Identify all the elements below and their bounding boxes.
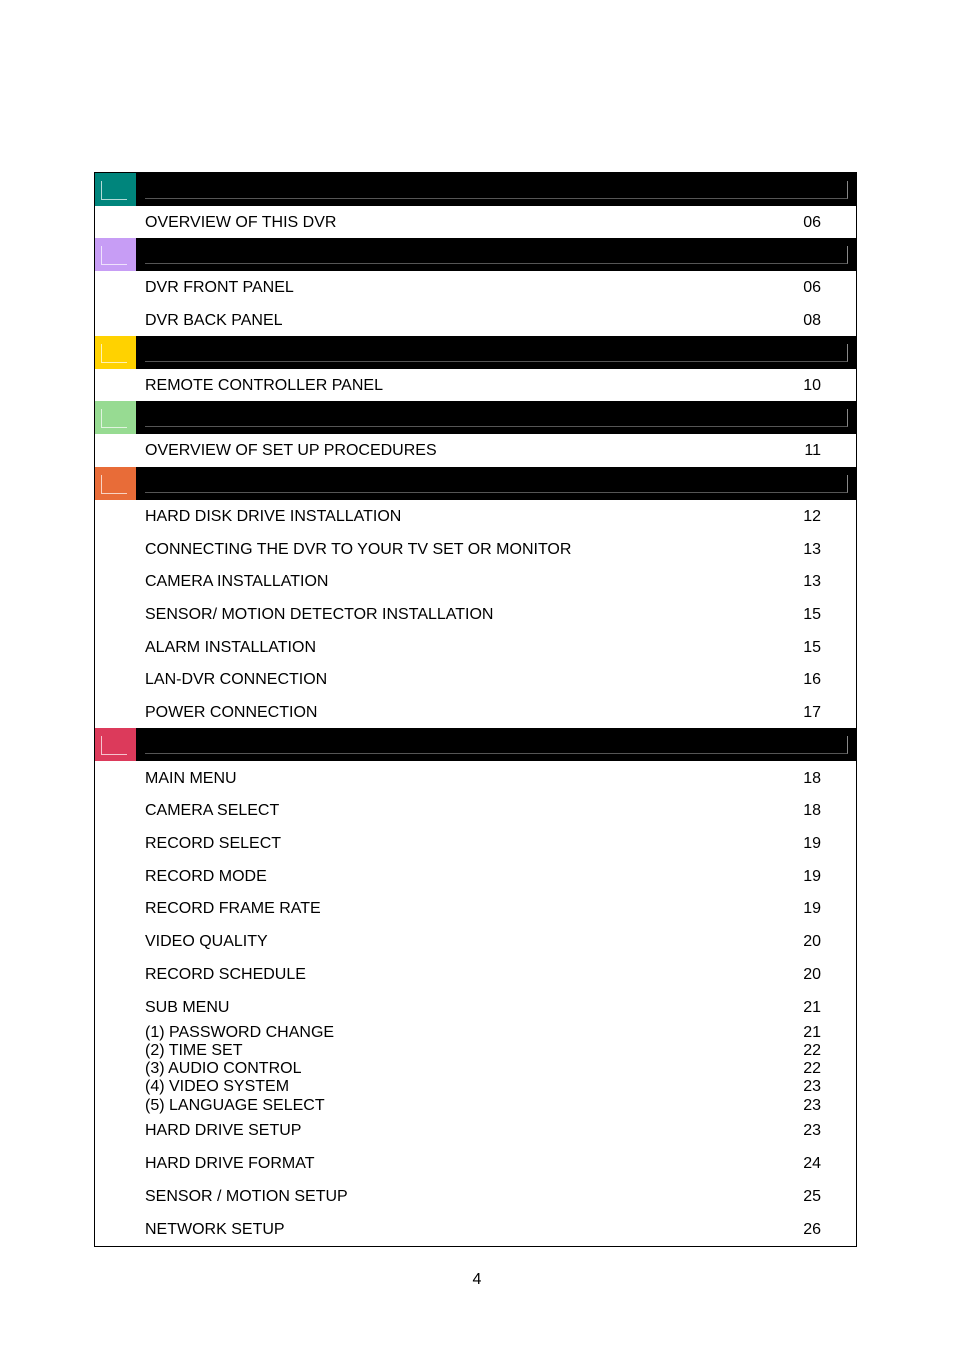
- section-band-3: [95, 336, 856, 369]
- section-color-swatch: [95, 728, 136, 761]
- toc-entry-page: 24: [803, 1155, 821, 1172]
- page-number: 4: [472, 1271, 482, 1288]
- toc-entry-page: 19: [803, 868, 821, 885]
- toc-entry-page: 16: [803, 671, 821, 688]
- toc-entry-title: SENSOR / MOTION SETUP: [145, 1188, 348, 1205]
- toc-entry-title: DVR BACK PANEL: [145, 312, 283, 329]
- section-band-6: [95, 728, 856, 761]
- toc-entry-page: 17: [803, 704, 821, 721]
- toc-entry-title: (5) LANGUAGE SELECT: [145, 1097, 325, 1114]
- toc-entry-page: 18: [803, 770, 821, 787]
- toc-entry-page: 15: [803, 639, 821, 656]
- toc-entry-title: RECORD MODE: [145, 868, 267, 885]
- section-band-4: [95, 401, 856, 434]
- section-rule: [145, 344, 848, 362]
- toc-entry-page: 23: [803, 1122, 821, 1139]
- toc-entry-page: 19: [803, 900, 821, 917]
- toc-entry-title: CAMERA INSTALLATION: [145, 573, 329, 590]
- section-color-swatch: [95, 401, 136, 434]
- section-band-2: [95, 238, 856, 271]
- toc-entry-title: CAMERA SELECT: [145, 802, 280, 819]
- toc-entry-page: 25: [803, 1188, 821, 1205]
- toc-entry-title: (1) PASSWORD CHANGE: [145, 1024, 335, 1041]
- toc-entry-title: SENSOR/ MOTION DETECTOR INSTALLATION: [145, 606, 494, 623]
- toc-entry-page: 22: [803, 1042, 821, 1059]
- toc-entry-page: 12: [803, 508, 821, 525]
- toc-entry-title: RECORD SELECT: [145, 835, 282, 852]
- toc-entry-title: RECORD SCHEDULE: [145, 966, 306, 983]
- toc-entry-page: 08: [803, 312, 821, 329]
- toc-entry-title: CONNECTING THE DVR TO YOUR TV SET OR MONITOR: [145, 541, 572, 558]
- toc-entry-title: HARD DISK DRIVE INSTALLATION: [145, 508, 402, 525]
- toc-entry-title: (4) VIDEO SYSTEM: [145, 1078, 290, 1095]
- section-rule: [145, 246, 848, 264]
- section-color-swatch: [95, 173, 136, 206]
- toc-entry-title: RECORD FRAME RATE: [145, 900, 321, 917]
- border-gap: [136, 1247, 137, 1249]
- toc-entry-page: 20: [803, 966, 821, 983]
- toc-entry-page: 18: [803, 802, 821, 819]
- toc-entry-title: REMOTE CONTROLLER PANEL: [145, 377, 383, 394]
- toc-entry-title: VIDEO QUALITY: [145, 933, 268, 950]
- toc-entry-page: 15: [803, 606, 821, 623]
- toc-entry-page: 06: [803, 214, 821, 231]
- toc-entry-title: (2) TIME SET: [145, 1042, 243, 1059]
- toc-entry-page: 06: [803, 279, 821, 296]
- toc-entry-page: 13: [803, 541, 821, 558]
- section-rule: [145, 409, 848, 427]
- toc-entry-page: 19: [803, 835, 821, 852]
- section-rule: [145, 181, 848, 199]
- toc-entry-title: (3) AUDIO CONTROL: [145, 1060, 302, 1077]
- toc-entry-page: 26: [803, 1221, 821, 1238]
- toc-entry-title: ALARM INSTALLATION: [145, 639, 316, 656]
- toc-entry-title: DVR FRONT PANEL: [145, 279, 294, 296]
- section-color-swatch: [95, 336, 136, 369]
- toc-entry-title: OVERVIEW OF SET UP PROCEDURES: [145, 442, 437, 459]
- section-color-swatch: [95, 238, 136, 271]
- toc-entry-title: SUB MENU: [145, 999, 230, 1016]
- section-band-1: [95, 173, 856, 206]
- toc-entry-page: 23: [803, 1097, 821, 1114]
- toc-entry-page: 20: [803, 933, 821, 950]
- toc-entry-page: 10: [803, 377, 821, 394]
- toc-entry-page: 21: [803, 999, 821, 1016]
- toc-entry-page: 11: [804, 442, 821, 459]
- toc-entry-title: OVERVIEW OF THIS DVR: [145, 214, 337, 231]
- toc-entry-title: HARD DRIVE FORMAT: [145, 1155, 315, 1172]
- toc-entry-page: 21: [803, 1024, 821, 1041]
- toc-entry-title: NETWORK SETUP: [145, 1221, 285, 1238]
- toc-entry-page: 13: [803, 573, 821, 590]
- table-of-contents: [94, 172, 857, 1247]
- toc-entry-page: 22: [803, 1060, 821, 1077]
- section-rule: [145, 736, 848, 754]
- toc-entry-title: HARD DRIVE SETUP: [145, 1122, 302, 1139]
- toc-entry-title: LAN-DVR CONNECTION: [145, 671, 328, 688]
- toc-entry-page: 23: [803, 1078, 821, 1095]
- section-band-5: [95, 467, 856, 500]
- section-color-swatch: [95, 467, 136, 500]
- section-rule: [145, 475, 848, 493]
- toc-entry-title: MAIN MENU: [145, 770, 237, 787]
- toc-entry-title: POWER CONNECTION: [145, 704, 318, 721]
